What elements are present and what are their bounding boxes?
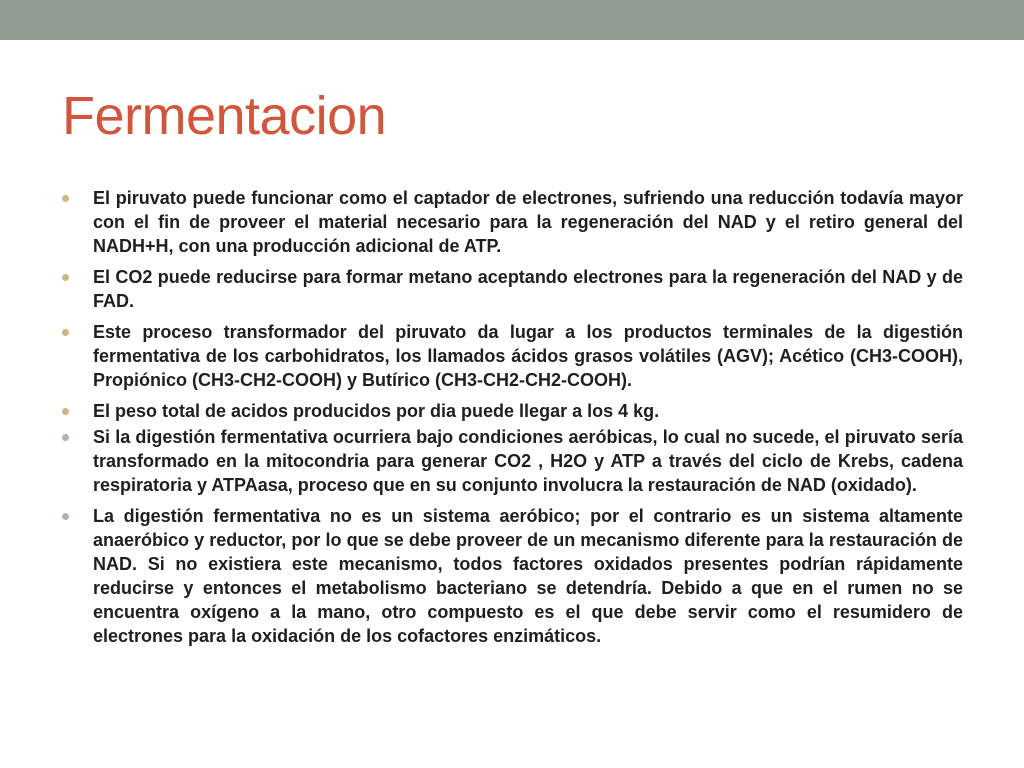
bullet-text: El peso total de acidos producidos por dia puede llegar a los 4 kg. (93, 401, 660, 421)
slide-title: Fermentacion (62, 86, 387, 146)
bullet-item (62, 504, 963, 648)
bullet-text: El CO2 puede reducirse para formar metano aceptando electrones para la regeneración del NAD y de FAD. (93, 267, 963, 311)
bullet-dot-icon (62, 408, 69, 415)
bullet-text: La digestión fermentativa no es un sistema aeróbico; por el contrario es un sistema altamente anaeróbico y reductor, por lo que se debe proveer de un mecanismo diferente para la restauración de NAD. Si no existiera este mecanismo, todos factores oxidados presentes podrían rápidamente reducirse y entonces el metabolismo bacteriano se detendría. Debido a que en el rumen no se encuentra oxígeno a la mano, otro compuesto es el que debe servir como el resumidero de electrones para la oxidación de los cofactores enzimáticos. (93, 506, 963, 646)
bullet-item (62, 186, 963, 258)
bullet-text: Si la digestión fermentativa ocurriera bajo condiciones aeróbicas, lo cual no sucede, el piruvato sería transformado en la mitocondria para generar CO2 , H2O y ATP a través del ciclo de Krebs, cadena respiratoria y ATPAasa, proceso que en su conjunto involucra la restauración de NAD (oxidado). (93, 427, 963, 495)
bullet-item (62, 320, 963, 392)
bullet-dot-icon (62, 434, 69, 441)
bullet-dot-icon (62, 513, 69, 520)
bullet-text: Este proceso transformador del piruvato da lugar a los productos terminales de la digestión fermentativa de los carbohidratos, los llamados ácidos grasos volátiles (AGV); Acético (CH3-COOH), Propiónico (CH3-CH2-COOH) y Butírico (CH3-CH2-CH2-COOH). (93, 322, 963, 390)
bullet-text: El piruvato puede funcionar como el captador de electrones, sufriendo una reducción todavía mayor con el fin de proveer el material necesario para la regeneración del NAD y el retiro general del NADH+H, con una producción adicional de ATP. (93, 188, 963, 256)
bullet-item (62, 425, 963, 497)
bullet-dot-icon (62, 329, 69, 336)
bullet-list (62, 186, 963, 655)
bullet-dot-icon (62, 274, 69, 281)
bullet-item (62, 399, 963, 423)
top-decorative-band (0, 0, 1024, 40)
bullet-dot-icon (62, 195, 69, 202)
bullet-item (62, 265, 963, 313)
